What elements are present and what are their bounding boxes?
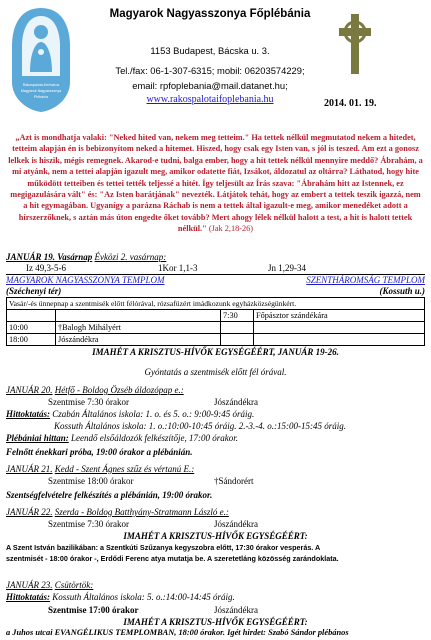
table-row xyxy=(7,334,425,346)
day-date: JANUÁR 21. xyxy=(6,464,53,474)
intention-cell xyxy=(56,310,221,322)
parish-phone: Tel./fax: 06-1-307-6315; mobil: 06203574229; xyxy=(115,65,305,76)
reading-3: Jn 1,29-34 xyxy=(268,263,306,273)
rosary-note: Vasár/-és ünnepnap a szentmisék előtt félórával, rózsafüzért imádkozunk egyházközségünkért. xyxy=(7,298,425,310)
day-heading-monday xyxy=(6,385,425,395)
catechesis-text: Czabán Általános iskola: 1. o. és 5. o.: 9:00-9:45 óráig. xyxy=(52,409,255,419)
sunday-feast: Évközi 2. vasárnap: xyxy=(94,252,167,262)
parish-logo xyxy=(6,6,76,114)
sunday-schedule-table xyxy=(6,297,425,346)
lutheran-service-note: a Juhos utcai EVANGÉLIKUS TEMPLOMBAN, 18:00 órakor. Igét hirdet: Szabó Sándor plébános xyxy=(6,628,349,637)
intention-cell: †Balogh Mihályért xyxy=(56,322,221,334)
day-feast: Hétfő - Boldog Özséb áldozópap e.: xyxy=(54,385,184,395)
confession-note: Gyóntatás a szentmisék előtt fél órával. xyxy=(144,367,287,377)
scripture-quote xyxy=(8,132,423,235)
time-cell: 7:30 xyxy=(221,310,254,322)
intention-cell xyxy=(254,322,425,334)
parish-catechesis-text: Leendő elsőáldozók felkészítője, 17:00 órakor. xyxy=(71,433,238,443)
mass-intention: Jószándékra xyxy=(214,519,258,529)
table-row xyxy=(7,322,425,334)
day-heading-wednesday xyxy=(6,507,425,517)
parish-title: Magyarok Nagyasszonya Főplébánia xyxy=(109,8,311,20)
day-feast: Csütörtök: xyxy=(54,580,94,590)
mass-intention: †Sándorért xyxy=(214,476,254,486)
celtic-cross-icon xyxy=(337,12,373,76)
mass-time: Szentmise 18:00 órakor xyxy=(48,476,134,486)
sunday-date: JANUÁR 19. Vasárnap xyxy=(6,252,93,262)
imahet-banner: IMAHÉT A KRISZTUS-HÍVŐK EGYSÉGÉÉRT: xyxy=(123,617,308,627)
time-cell: 10:00 xyxy=(7,322,56,334)
day-heading-thursday xyxy=(6,580,425,590)
sunday-heading xyxy=(6,252,425,262)
catechesis-line: Kossuth Általános iskola: 1. o.:10:00-10:45 óráig. 2.-3.-4. o.:15:00-15:45 óráig. xyxy=(54,421,346,431)
catechesis-line xyxy=(6,592,425,602)
parish-email: email: rpfoplebania@mail.datanet.hu; xyxy=(132,80,288,91)
parish-address: 1153 Budapest, Bácska u. 3. xyxy=(150,45,270,56)
mass-time: Szentmise 7:30 órakor xyxy=(48,397,129,407)
parish-catechesis-line xyxy=(6,433,425,443)
church2-location: (Kossuth u.) xyxy=(379,286,425,296)
catechesis-text: Kossuth Általános iskola: 5. o.:14:00-14:45 óráig. xyxy=(52,592,235,602)
quote-reference: (Jak 2,18-26) xyxy=(208,224,254,234)
day-feast: Szerda - Boldog Batthyány-Stratmann László e.: xyxy=(54,507,229,517)
svg-text:Rákospalota-Kertváros: Rákospalota-Kertváros xyxy=(22,83,60,87)
time-cell xyxy=(221,322,254,334)
catechesis-label: Hittoktatás: xyxy=(6,592,51,602)
vespers-note: szentmisét - 18:00 órakor -, Erdődi Ferenc atya mutatja be. A szeretetláng közösség zarándoklata. xyxy=(6,554,339,563)
time-cell xyxy=(221,334,254,346)
catechesis-label: Hittoktatás: xyxy=(6,409,51,419)
reading-2: 1Kor 1,1-3 xyxy=(158,263,198,273)
time-cell: 18:00 xyxy=(7,334,56,346)
mass-time: Szentmise 17:00 órakor xyxy=(48,605,139,615)
intention-cell xyxy=(254,334,425,346)
day-date: JANUÁR 20. xyxy=(6,385,53,395)
reading-1: Iz 49,3-5-6 xyxy=(26,263,66,273)
church1-name: MAGYAROK NAGYASSZONYA TEMPLOM xyxy=(6,275,165,285)
day-date: JANUÁR 23. xyxy=(6,580,53,590)
bulletin-date: 2014. 01. 19. xyxy=(324,98,377,109)
intention-cell: Jószándékra xyxy=(56,334,221,346)
mass-intention: Jószándékra xyxy=(214,397,258,407)
website-link[interactable]: www.rakospalotaifoplebania.hu xyxy=(146,94,274,105)
table-row xyxy=(7,298,425,310)
vespers-note: A Szent István bazilikában: a Szentkúti Szűzanya kegyszobra előtt, 17:30 órakor vesperás. A xyxy=(6,543,321,552)
parish-catechesis-label: Plébániai hittan: xyxy=(6,433,69,443)
day-feast: Kedd - Szent Ágnes szűz és vértanú E.: xyxy=(54,464,195,474)
quote-text: „Azt is mondhatja valaki: "Neked hited van, nekem meg tetteim." Ha tettek nélkül megmutatod nekem a hitedet, tetteim alapján én is bebizonyítom neked a hitemet. Hiszed, hogy csak egy Isten van, s jól is teszed. Am ezt a gonosz lelkek is hiszik, mégis remegnek. Akarod-e tudni, balga ember, hogy a hit tettek nélkül mennyire meddő? Ábrahám, a mi atyánk, nem a tettei alapján igazult meg, amikor odatette fiát, Izsákot, áldozatul az oltárra? Láthatod, hogy hite működött tetteiben és tettei tették teljessé a hitét. Így teljesült az Írás szava: "Ábrahám hitt az Istennek, ez megigazulására vált" és: "Az Isten barátjának" nevezték. Látjátok tehát, hogy az embert a tettek teszik igazzá, nem a hit egymagában. Ugyanígy a parázna Ráchab is nem a tettek által igazult-e meg, amikor menedéket adott a hírszerzőknek, s aztán más úton engedte őket tovább? Mert ahogy lélek nélkül halott a test, a hit is halott tettek nélkül." xyxy=(8,133,423,234)
day-heading-tuesday xyxy=(6,464,425,474)
imahet-banner: IMAHÉT A KRISZTUS-HÍVŐK EGYSÉGÉÉRT: xyxy=(123,531,308,541)
svg-text:Magyarok Nagyasszonya: Magyarok Nagyasszonya xyxy=(20,89,62,93)
svg-text:Plébánia: Plébánia xyxy=(34,95,48,99)
catechesis-line xyxy=(6,409,425,419)
choir-note: Felnőtt énekkari próba, 19:00 órakor a plébánián. xyxy=(6,447,193,457)
day-date: JANUÁR 22. xyxy=(6,507,53,517)
church2-name: SZENTHÁROMSÁG TEMPLOM xyxy=(306,275,425,285)
sacrament-prep-note: Szentségfelvételre felkészítés a plébánián, 19:00 órakor. xyxy=(6,490,213,500)
mass-intention: Jószándékra xyxy=(214,605,258,615)
imahet-banner: IMAHÉT A KRISZTUS-HÍVŐK EGYSÉGÉÉRT, JANUÁR 19-26. xyxy=(92,347,339,357)
church1-location: (Széchenyi tér) xyxy=(6,286,62,296)
mass-time: Szentmise 7:30 órakor xyxy=(48,519,129,529)
table-row xyxy=(7,310,425,322)
time-cell xyxy=(7,310,56,322)
intention-cell: Főpásztor szándékára xyxy=(254,310,425,322)
